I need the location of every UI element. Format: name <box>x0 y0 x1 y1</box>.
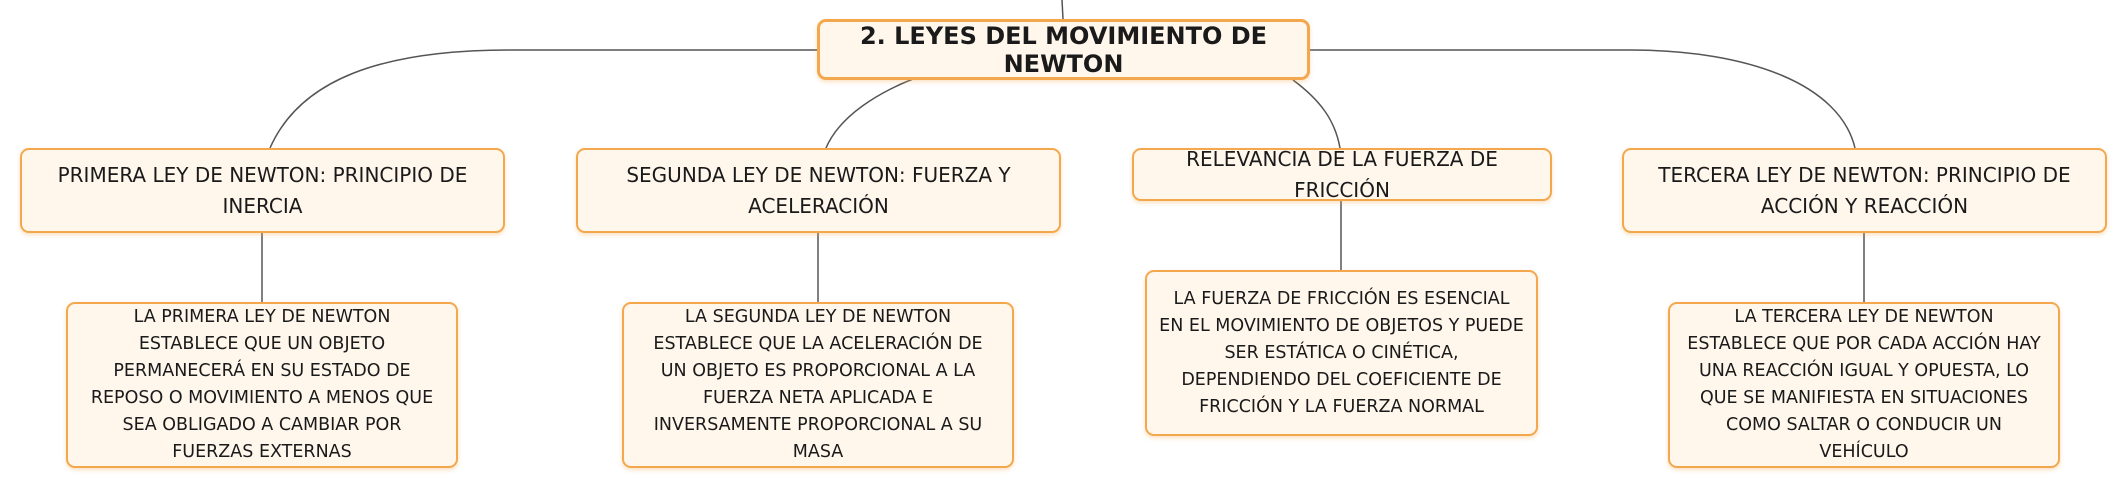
topic-node-4[interactable] <box>1622 148 2107 233</box>
topic-node-1[interactable] <box>20 148 505 233</box>
topic-node-3[interactable] <box>1132 148 1552 201</box>
connector-root-topic-1 <box>270 50 817 148</box>
detail-text-4: LA TERCERA LEY DE NEWTON ESTABLECE QUE POR CADA ACCIÓN HAY UNA REACCIÓN IGUAL Y OPUESTA, LO QUE SE MANIFIESTA EN SITUACIONES COMO SALTAR O CONDUCIR UN VEHÍCULO <box>1687 307 2041 462</box>
detail-node-3[interactable] <box>1145 270 1538 436</box>
detail-text-1: LA PRIMERA LEY DE NEWTON ESTABLECE QUE UN OBJETO PERMANECERÁ EN SU ESTADO DE REPOSO O MOVIMIENTO A MENOS QUE SEA OBLIGADO A CAMBIAR POR FUERZAS EXTERNAS <box>90 307 434 462</box>
detail-node-4[interactable] <box>1668 302 2060 468</box>
detail-node-2[interactable] <box>622 302 1014 468</box>
topic-label-3: RELEVANCIA DE LA FUERZA DE FRICCIÓN <box>1186 146 1498 202</box>
detail-text-3: LA FUERZA DE FRICCIÓN ES ESENCIAL EN EL MOVIMIENTO DE OBJETOS Y PUEDE SER ESTÁTICA O CINÉTICA, DEPENDIENDO DEL COEFICIENTE DE FRICCIÓN Y LA FUERZA NORMAL <box>1159 288 1524 417</box>
topic-node-2[interactable] <box>576 148 1061 233</box>
connector-parent-in <box>1062 0 1063 19</box>
topic-label-1: PRIMERA LEY DE NEWTON: PRINCIPIO DE INERCIA <box>57 162 468 218</box>
connector-root-topic-2 <box>826 79 913 148</box>
root-node[interactable] <box>817 19 1310 80</box>
root-label: 2. LEYES DEL MOVIMIENTO DE NEWTON <box>859 21 1268 78</box>
topic-label-2: SEGUNDA LEY DE NEWTON: FUERZA Y ACELERACIÓN <box>626 162 1011 218</box>
detail-text-2: LA SEGUNDA LEY DE NEWTON ESTABLECE QUE LA ACELERACIÓN DE UN OBJETO ES PROPORCIONAL A LA FUERZA NETA APLICADA E INVERSAMENTE PROPORCIONAL A SU MASA <box>653 307 983 462</box>
detail-node-1[interactable] <box>66 302 458 468</box>
topic-label-4: TERCERA LEY DE NEWTON: PRINCIPIO DE ACCIÓN Y REACCIÓN <box>1658 162 2071 218</box>
connector-root-topic-4 <box>1310 50 1855 148</box>
connector-root-topic-3 <box>1293 80 1340 148</box>
